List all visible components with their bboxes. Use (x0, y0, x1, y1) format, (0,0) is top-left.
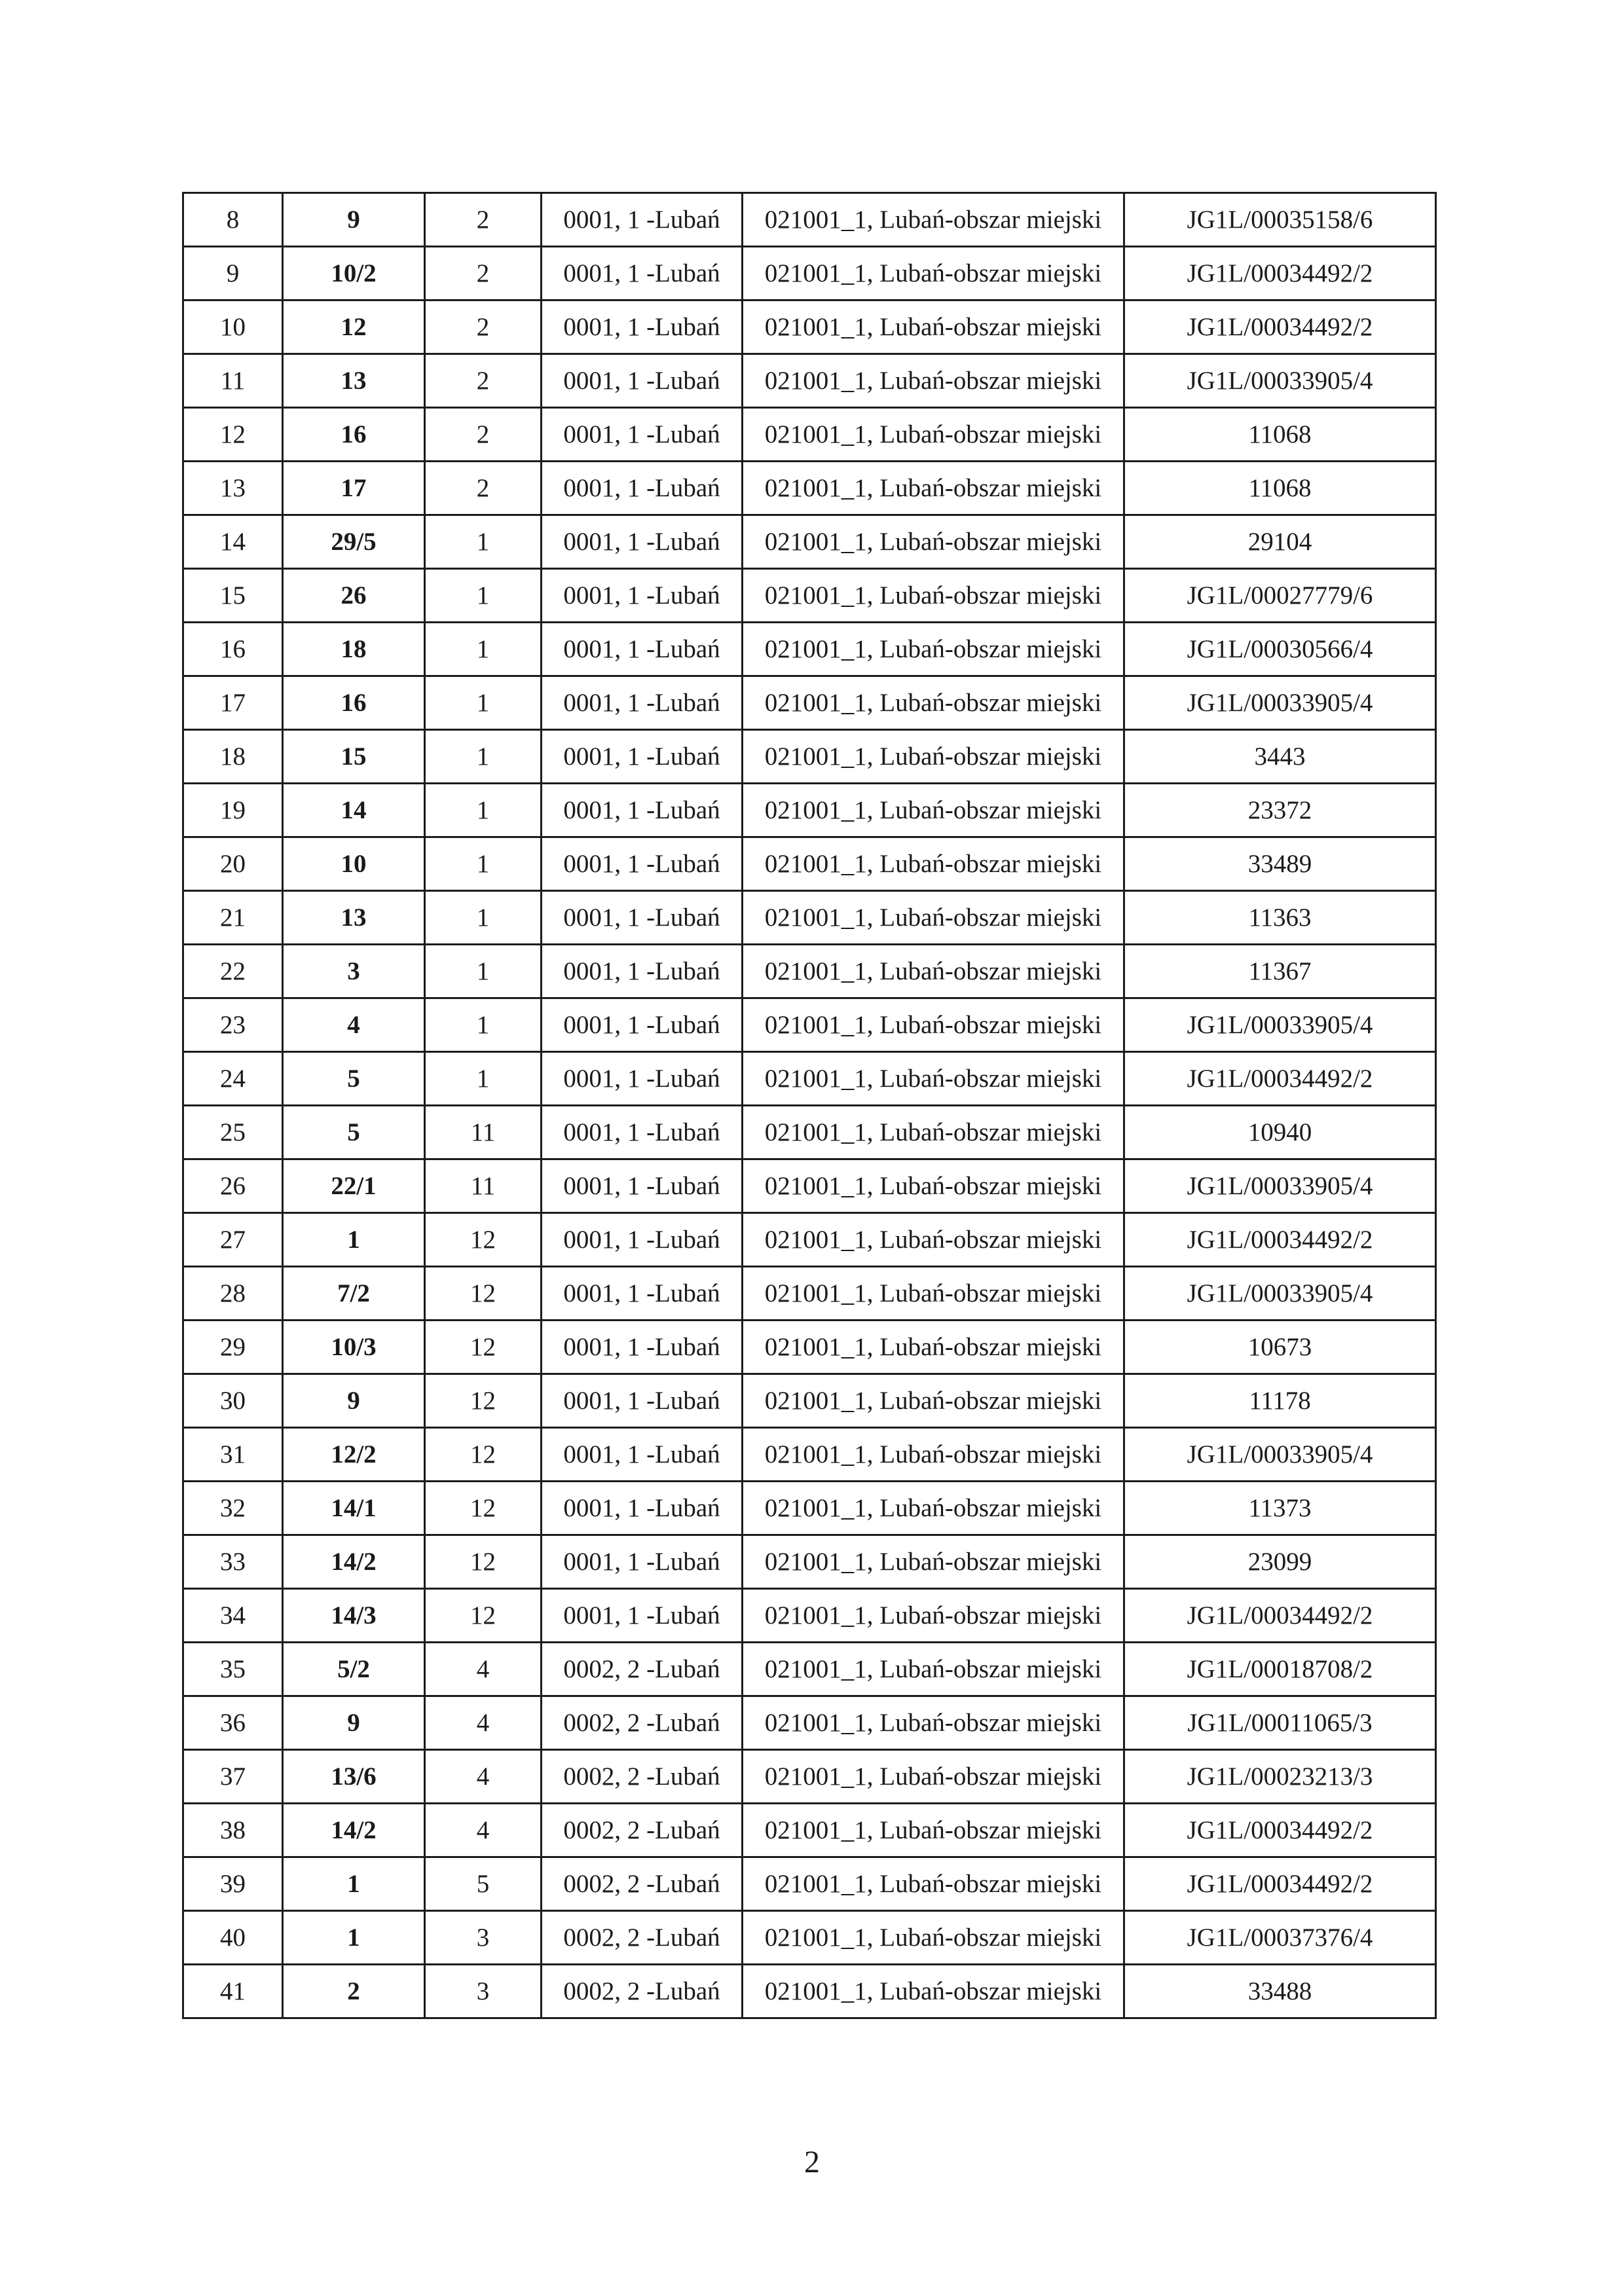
parcel-table (182, 192, 1437, 2019)
parcel-number-cell: 14/1 (283, 1482, 425, 1535)
unit-cell: 021001_1, Lubań-obszar miejski (743, 408, 1124, 462)
unit-cell: 021001_1, Lubań-obszar miejski (743, 676, 1124, 730)
map-sheet-cell: 4 (425, 1750, 542, 1804)
row-number-cell: 21 (183, 891, 283, 945)
precinct-cell: 0001, 1 -Lubań (542, 1052, 743, 1106)
row-number-cell: 22 (183, 945, 283, 998)
parcel-number-cell: 18 (283, 623, 425, 676)
map-sheet-cell: 5 (425, 1857, 542, 1911)
land-register-cell: JG1L/00034492/2 (1124, 301, 1436, 354)
unit-cell: 021001_1, Lubań-obszar miejski (743, 945, 1124, 998)
row-number-cell: 36 (183, 1696, 283, 1750)
map-sheet-cell: 2 (425, 462, 542, 515)
land-register-cell: JG1L/00023213/3 (1124, 1750, 1436, 1804)
precinct-cell: 0001, 1 -Lubań (542, 1267, 743, 1321)
unit-cell: 021001_1, Lubań-obszar miejski (743, 1374, 1124, 1428)
map-sheet-cell: 3 (425, 1911, 542, 1965)
table-row (183, 1750, 1436, 1804)
unit-cell: 021001_1, Lubań-obszar miejski (743, 1857, 1124, 1911)
land-register-cell: JG1L/00034492/2 (1124, 1857, 1436, 1911)
parcel-number-cell: 13 (283, 354, 425, 408)
table-row (183, 1804, 1436, 1857)
land-register-cell: JG1L/00034492/2 (1124, 247, 1436, 301)
table-row (183, 945, 1436, 998)
land-register-cell: JG1L/00033905/4 (1124, 998, 1436, 1052)
parcel-number-cell: 16 (283, 408, 425, 462)
land-register-cell: JG1L/00030566/4 (1124, 623, 1436, 676)
row-number-cell: 24 (183, 1052, 283, 1106)
row-number-cell: 20 (183, 837, 283, 891)
unit-cell: 021001_1, Lubań-obszar miejski (743, 1804, 1124, 1857)
table-row (183, 837, 1436, 891)
precinct-cell: 0002, 2 -Lubań (542, 1804, 743, 1857)
row-number-cell: 18 (183, 730, 283, 784)
unit-cell: 021001_1, Lubań-obszar miejski (743, 193, 1124, 247)
table-row (183, 784, 1436, 837)
land-register-cell: 11178 (1124, 1374, 1436, 1428)
map-sheet-cell: 1 (425, 784, 542, 837)
precinct-cell: 0001, 1 -Lubań (542, 408, 743, 462)
table-row (183, 676, 1436, 730)
precinct-cell: 0001, 1 -Lubań (542, 193, 743, 247)
map-sheet-cell: 2 (425, 301, 542, 354)
land-register-cell: JG1L/00033905/4 (1124, 1159, 1436, 1213)
parcel-number-cell: 26 (283, 569, 425, 623)
table-row (183, 354, 1436, 408)
precinct-cell: 0001, 1 -Lubań (542, 1321, 743, 1374)
table-row (183, 569, 1436, 623)
parcel-number-cell: 14 (283, 784, 425, 837)
parcel-number-cell: 1 (283, 1857, 425, 1911)
unit-cell: 021001_1, Lubań-obszar miejski (743, 1696, 1124, 1750)
map-sheet-cell: 12 (425, 1267, 542, 1321)
map-sheet-cell: 1 (425, 730, 542, 784)
row-number-cell: 13 (183, 462, 283, 515)
unit-cell: 021001_1, Lubań-obszar miejski (743, 515, 1124, 569)
unit-cell: 021001_1, Lubań-obszar miejski (743, 354, 1124, 408)
row-number-cell: 30 (183, 1374, 283, 1428)
land-register-cell: JG1L/00035158/6 (1124, 193, 1436, 247)
map-sheet-cell: 1 (425, 998, 542, 1052)
parcel-number-cell: 14/2 (283, 1804, 425, 1857)
parcel-number-cell: 29/5 (283, 515, 425, 569)
table-row (183, 998, 1436, 1052)
map-sheet-cell: 4 (425, 1643, 542, 1696)
precinct-cell: 0001, 1 -Lubań (542, 247, 743, 301)
land-register-cell: JG1L/00037376/4 (1124, 1911, 1436, 1965)
row-number-cell: 34 (183, 1589, 283, 1643)
unit-cell: 021001_1, Lubań-obszar miejski (743, 1643, 1124, 1696)
precinct-cell: 0001, 1 -Lubań (542, 354, 743, 408)
parcel-number-cell: 15 (283, 730, 425, 784)
precinct-cell: 0001, 1 -Lubań (542, 1106, 743, 1159)
precinct-cell: 0001, 1 -Lubań (542, 1589, 743, 1643)
table-row (183, 1696, 1436, 1750)
land-register-cell: 11068 (1124, 408, 1436, 462)
precinct-cell: 0001, 1 -Lubań (542, 1482, 743, 1535)
unit-cell: 021001_1, Lubań-obszar miejski (743, 1267, 1124, 1321)
table-row (183, 1052, 1436, 1106)
land-register-cell: JG1L/00034492/2 (1124, 1589, 1436, 1643)
row-number-cell: 40 (183, 1911, 283, 1965)
unit-cell: 021001_1, Lubań-obszar miejski (743, 462, 1124, 515)
land-register-cell: JG1L/00033905/4 (1124, 354, 1436, 408)
map-sheet-cell: 2 (425, 193, 542, 247)
land-register-cell: 11367 (1124, 945, 1436, 998)
table-row (183, 1267, 1436, 1321)
row-number-cell: 14 (183, 515, 283, 569)
table-row (183, 623, 1436, 676)
precinct-cell: 0001, 1 -Lubań (542, 730, 743, 784)
unit-cell: 021001_1, Lubań-obszar miejski (743, 891, 1124, 945)
map-sheet-cell: 12 (425, 1428, 542, 1482)
row-number-cell: 33 (183, 1535, 283, 1589)
precinct-cell: 0001, 1 -Lubań (542, 945, 743, 998)
parcel-number-cell: 3 (283, 945, 425, 998)
row-number-cell: 26 (183, 1159, 283, 1213)
land-register-cell: 29104 (1124, 515, 1436, 569)
map-sheet-cell: 1 (425, 837, 542, 891)
table-row (183, 515, 1436, 569)
precinct-cell: 0002, 2 -Lubań (542, 1643, 743, 1696)
table-row (183, 1589, 1436, 1643)
parcel-number-cell: 5 (283, 1106, 425, 1159)
parcel-number-cell: 10/3 (283, 1321, 425, 1374)
row-number-cell: 23 (183, 998, 283, 1052)
land-register-cell: 33488 (1124, 1965, 1436, 2018)
land-register-cell: 33489 (1124, 837, 1436, 891)
precinct-cell: 0001, 1 -Lubań (542, 301, 743, 354)
row-number-cell: 27 (183, 1213, 283, 1267)
land-register-cell: 11068 (1124, 462, 1436, 515)
unit-cell: 021001_1, Lubań-obszar miejski (743, 837, 1124, 891)
land-register-cell: JG1L/00018708/2 (1124, 1643, 1436, 1696)
unit-cell: 021001_1, Lubań-obszar miejski (743, 247, 1124, 301)
map-sheet-cell: 1 (425, 676, 542, 730)
unit-cell: 021001_1, Lubań-obszar miejski (743, 1911, 1124, 1965)
parcel-number-cell: 10/2 (283, 247, 425, 301)
table-row (183, 1321, 1436, 1374)
row-number-cell: 37 (183, 1750, 283, 1804)
map-sheet-cell: 12 (425, 1535, 542, 1589)
land-register-cell: JG1L/00034492/2 (1124, 1052, 1436, 1106)
map-sheet-cell: 3 (425, 1965, 542, 2018)
parcel-number-cell: 4 (283, 998, 425, 1052)
parcel-number-cell: 10 (283, 837, 425, 891)
parcel-number-cell: 22/1 (283, 1159, 425, 1213)
unit-cell: 021001_1, Lubań-obszar miejski (743, 784, 1124, 837)
land-register-cell: 23099 (1124, 1535, 1436, 1589)
precinct-cell: 0001, 1 -Lubań (542, 1428, 743, 1482)
unit-cell: 021001_1, Lubań-obszar miejski (743, 1213, 1124, 1267)
map-sheet-cell: 2 (425, 354, 542, 408)
row-number-cell: 38 (183, 1804, 283, 1857)
unit-cell: 021001_1, Lubań-obszar miejski (743, 1750, 1124, 1804)
table-row (183, 1428, 1436, 1482)
precinct-cell: 0002, 2 -Lubań (542, 1750, 743, 1804)
parcel-number-cell: 12/2 (283, 1428, 425, 1482)
land-register-cell: 10673 (1124, 1321, 1436, 1374)
row-number-cell: 39 (183, 1857, 283, 1911)
precinct-cell: 0001, 1 -Lubań (542, 623, 743, 676)
table-row (183, 247, 1436, 301)
land-register-cell: 11363 (1124, 891, 1436, 945)
map-sheet-cell: 12 (425, 1213, 542, 1267)
unit-cell: 021001_1, Lubań-obszar miejski (743, 998, 1124, 1052)
table-row (183, 1482, 1436, 1535)
parcel-number-cell: 13 (283, 891, 425, 945)
land-register-cell: 11373 (1124, 1482, 1436, 1535)
map-sheet-cell: 4 (425, 1696, 542, 1750)
map-sheet-cell: 1 (425, 623, 542, 676)
land-register-cell: JG1L/00034492/2 (1124, 1804, 1436, 1857)
precinct-cell: 0001, 1 -Lubań (542, 462, 743, 515)
map-sheet-cell: 1 (425, 945, 542, 998)
table-row (183, 1374, 1436, 1428)
precinct-cell: 0001, 1 -Lubań (542, 1374, 743, 1428)
map-sheet-cell: 12 (425, 1374, 542, 1428)
parcel-number-cell: 14/3 (283, 1589, 425, 1643)
row-number-cell: 17 (183, 676, 283, 730)
row-number-cell: 41 (183, 1965, 283, 2018)
parcel-number-cell: 9 (283, 1696, 425, 1750)
land-register-cell: 10940 (1124, 1106, 1436, 1159)
precinct-cell: 0002, 2 -Lubań (542, 1911, 743, 1965)
row-number-cell: 32 (183, 1482, 283, 1535)
unit-cell: 021001_1, Lubań-obszar miejski (743, 1052, 1124, 1106)
table-row (183, 730, 1436, 784)
precinct-cell: 0001, 1 -Lubań (542, 676, 743, 730)
table-row (183, 301, 1436, 354)
parcel-number-cell: 1 (283, 1911, 425, 1965)
table-row (183, 1213, 1436, 1267)
row-number-cell: 31 (183, 1428, 283, 1482)
land-register-cell: JG1L/00011065/3 (1124, 1696, 1436, 1750)
table-row (183, 408, 1436, 462)
table-row (183, 1106, 1436, 1159)
map-sheet-cell: 12 (425, 1321, 542, 1374)
parcel-number-cell: 7/2 (283, 1267, 425, 1321)
land-register-cell: JG1L/00027779/6 (1124, 569, 1436, 623)
land-register-cell: 23372 (1124, 784, 1436, 837)
unit-cell: 021001_1, Lubań-obszar miejski (743, 1159, 1124, 1213)
table-row (183, 1911, 1436, 1965)
map-sheet-cell: 2 (425, 247, 542, 301)
row-number-cell: 9 (183, 247, 283, 301)
map-sheet-cell: 1 (425, 1052, 542, 1106)
table-row (183, 1857, 1436, 1911)
map-sheet-cell: 11 (425, 1106, 542, 1159)
land-register-cell: 3443 (1124, 730, 1436, 784)
page-number: 2 (804, 2145, 820, 2179)
parcel-number-cell: 16 (283, 676, 425, 730)
row-number-cell: 15 (183, 569, 283, 623)
parcel-number-cell: 17 (283, 462, 425, 515)
precinct-cell: 0001, 1 -Lubań (542, 837, 743, 891)
unit-cell: 021001_1, Lubań-obszar miejski (743, 1535, 1124, 1589)
parcel-number-cell: 9 (283, 1374, 425, 1428)
parcel-number-cell: 1 (283, 1213, 425, 1267)
land-register-cell: JG1L/00034492/2 (1124, 1213, 1436, 1267)
land-register-cell: JG1L/00033905/4 (1124, 1267, 1436, 1321)
precinct-cell: 0001, 1 -Lubań (542, 515, 743, 569)
precinct-cell: 0001, 1 -Lubań (542, 569, 743, 623)
parcel-number-cell: 2 (283, 1965, 425, 2018)
map-sheet-cell: 1 (425, 569, 542, 623)
unit-cell: 021001_1, Lubań-obszar miejski (743, 569, 1124, 623)
land-register-cell: JG1L/00033905/4 (1124, 1428, 1436, 1482)
unit-cell: 021001_1, Lubań-obszar miejski (743, 623, 1124, 676)
precinct-cell: 0001, 1 -Lubań (542, 784, 743, 837)
row-number-cell: 29 (183, 1321, 283, 1374)
row-number-cell: 12 (183, 408, 283, 462)
table-row (183, 462, 1436, 515)
table-row (183, 1965, 1436, 2018)
precinct-cell: 0001, 1 -Lubań (542, 1159, 743, 1213)
parcel-number-cell: 12 (283, 301, 425, 354)
parcel-number-cell: 9 (283, 193, 425, 247)
unit-cell: 021001_1, Lubań-obszar miejski (743, 730, 1124, 784)
table-row (183, 193, 1436, 247)
unit-cell: 021001_1, Lubań-obszar miejski (743, 1321, 1124, 1374)
parcel-table-body (183, 193, 1436, 2018)
parcel-number-cell: 5 (283, 1052, 425, 1106)
row-number-cell: 35 (183, 1643, 283, 1696)
row-number-cell: 11 (183, 354, 283, 408)
row-number-cell: 10 (183, 301, 283, 354)
parcel-number-cell: 5/2 (283, 1643, 425, 1696)
unit-cell: 021001_1, Lubań-obszar miejski (743, 1482, 1124, 1535)
precinct-cell: 0001, 1 -Lubań (542, 998, 743, 1052)
map-sheet-cell: 1 (425, 515, 542, 569)
row-number-cell: 28 (183, 1267, 283, 1321)
precinct-cell: 0002, 2 -Lubań (542, 1696, 743, 1750)
table-row (183, 1643, 1436, 1696)
row-number-cell: 25 (183, 1106, 283, 1159)
precinct-cell: 0001, 1 -Lubań (542, 1213, 743, 1267)
map-sheet-cell: 11 (425, 1159, 542, 1213)
map-sheet-cell: 12 (425, 1482, 542, 1535)
row-number-cell: 19 (183, 784, 283, 837)
precinct-cell: 0002, 2 -Lubań (542, 1857, 743, 1911)
precinct-cell: 0001, 1 -Lubań (542, 891, 743, 945)
table-row (183, 1535, 1436, 1589)
map-sheet-cell: 4 (425, 1804, 542, 1857)
map-sheet-cell: 1 (425, 891, 542, 945)
map-sheet-cell: 12 (425, 1589, 542, 1643)
map-sheet-cell: 2 (425, 408, 542, 462)
row-number-cell: 8 (183, 193, 283, 247)
row-number-cell: 16 (183, 623, 283, 676)
unit-cell: 021001_1, Lubań-obszar miejski (743, 1106, 1124, 1159)
unit-cell: 021001_1, Lubań-obszar miejski (743, 1589, 1124, 1643)
precinct-cell: 0002, 2 -Lubań (542, 1965, 743, 2018)
parcel-number-cell: 14/2 (283, 1535, 425, 1589)
precinct-cell: 0001, 1 -Lubań (542, 1535, 743, 1589)
parcel-number-cell: 13/6 (283, 1750, 425, 1804)
table-row (183, 1159, 1436, 1213)
unit-cell: 021001_1, Lubań-obszar miejski (743, 1428, 1124, 1482)
table-row (183, 891, 1436, 945)
land-register-cell: JG1L/00033905/4 (1124, 676, 1436, 730)
unit-cell: 021001_1, Lubań-obszar miejski (743, 301, 1124, 354)
unit-cell: 021001_1, Lubań-obszar miejski (743, 1965, 1124, 2018)
